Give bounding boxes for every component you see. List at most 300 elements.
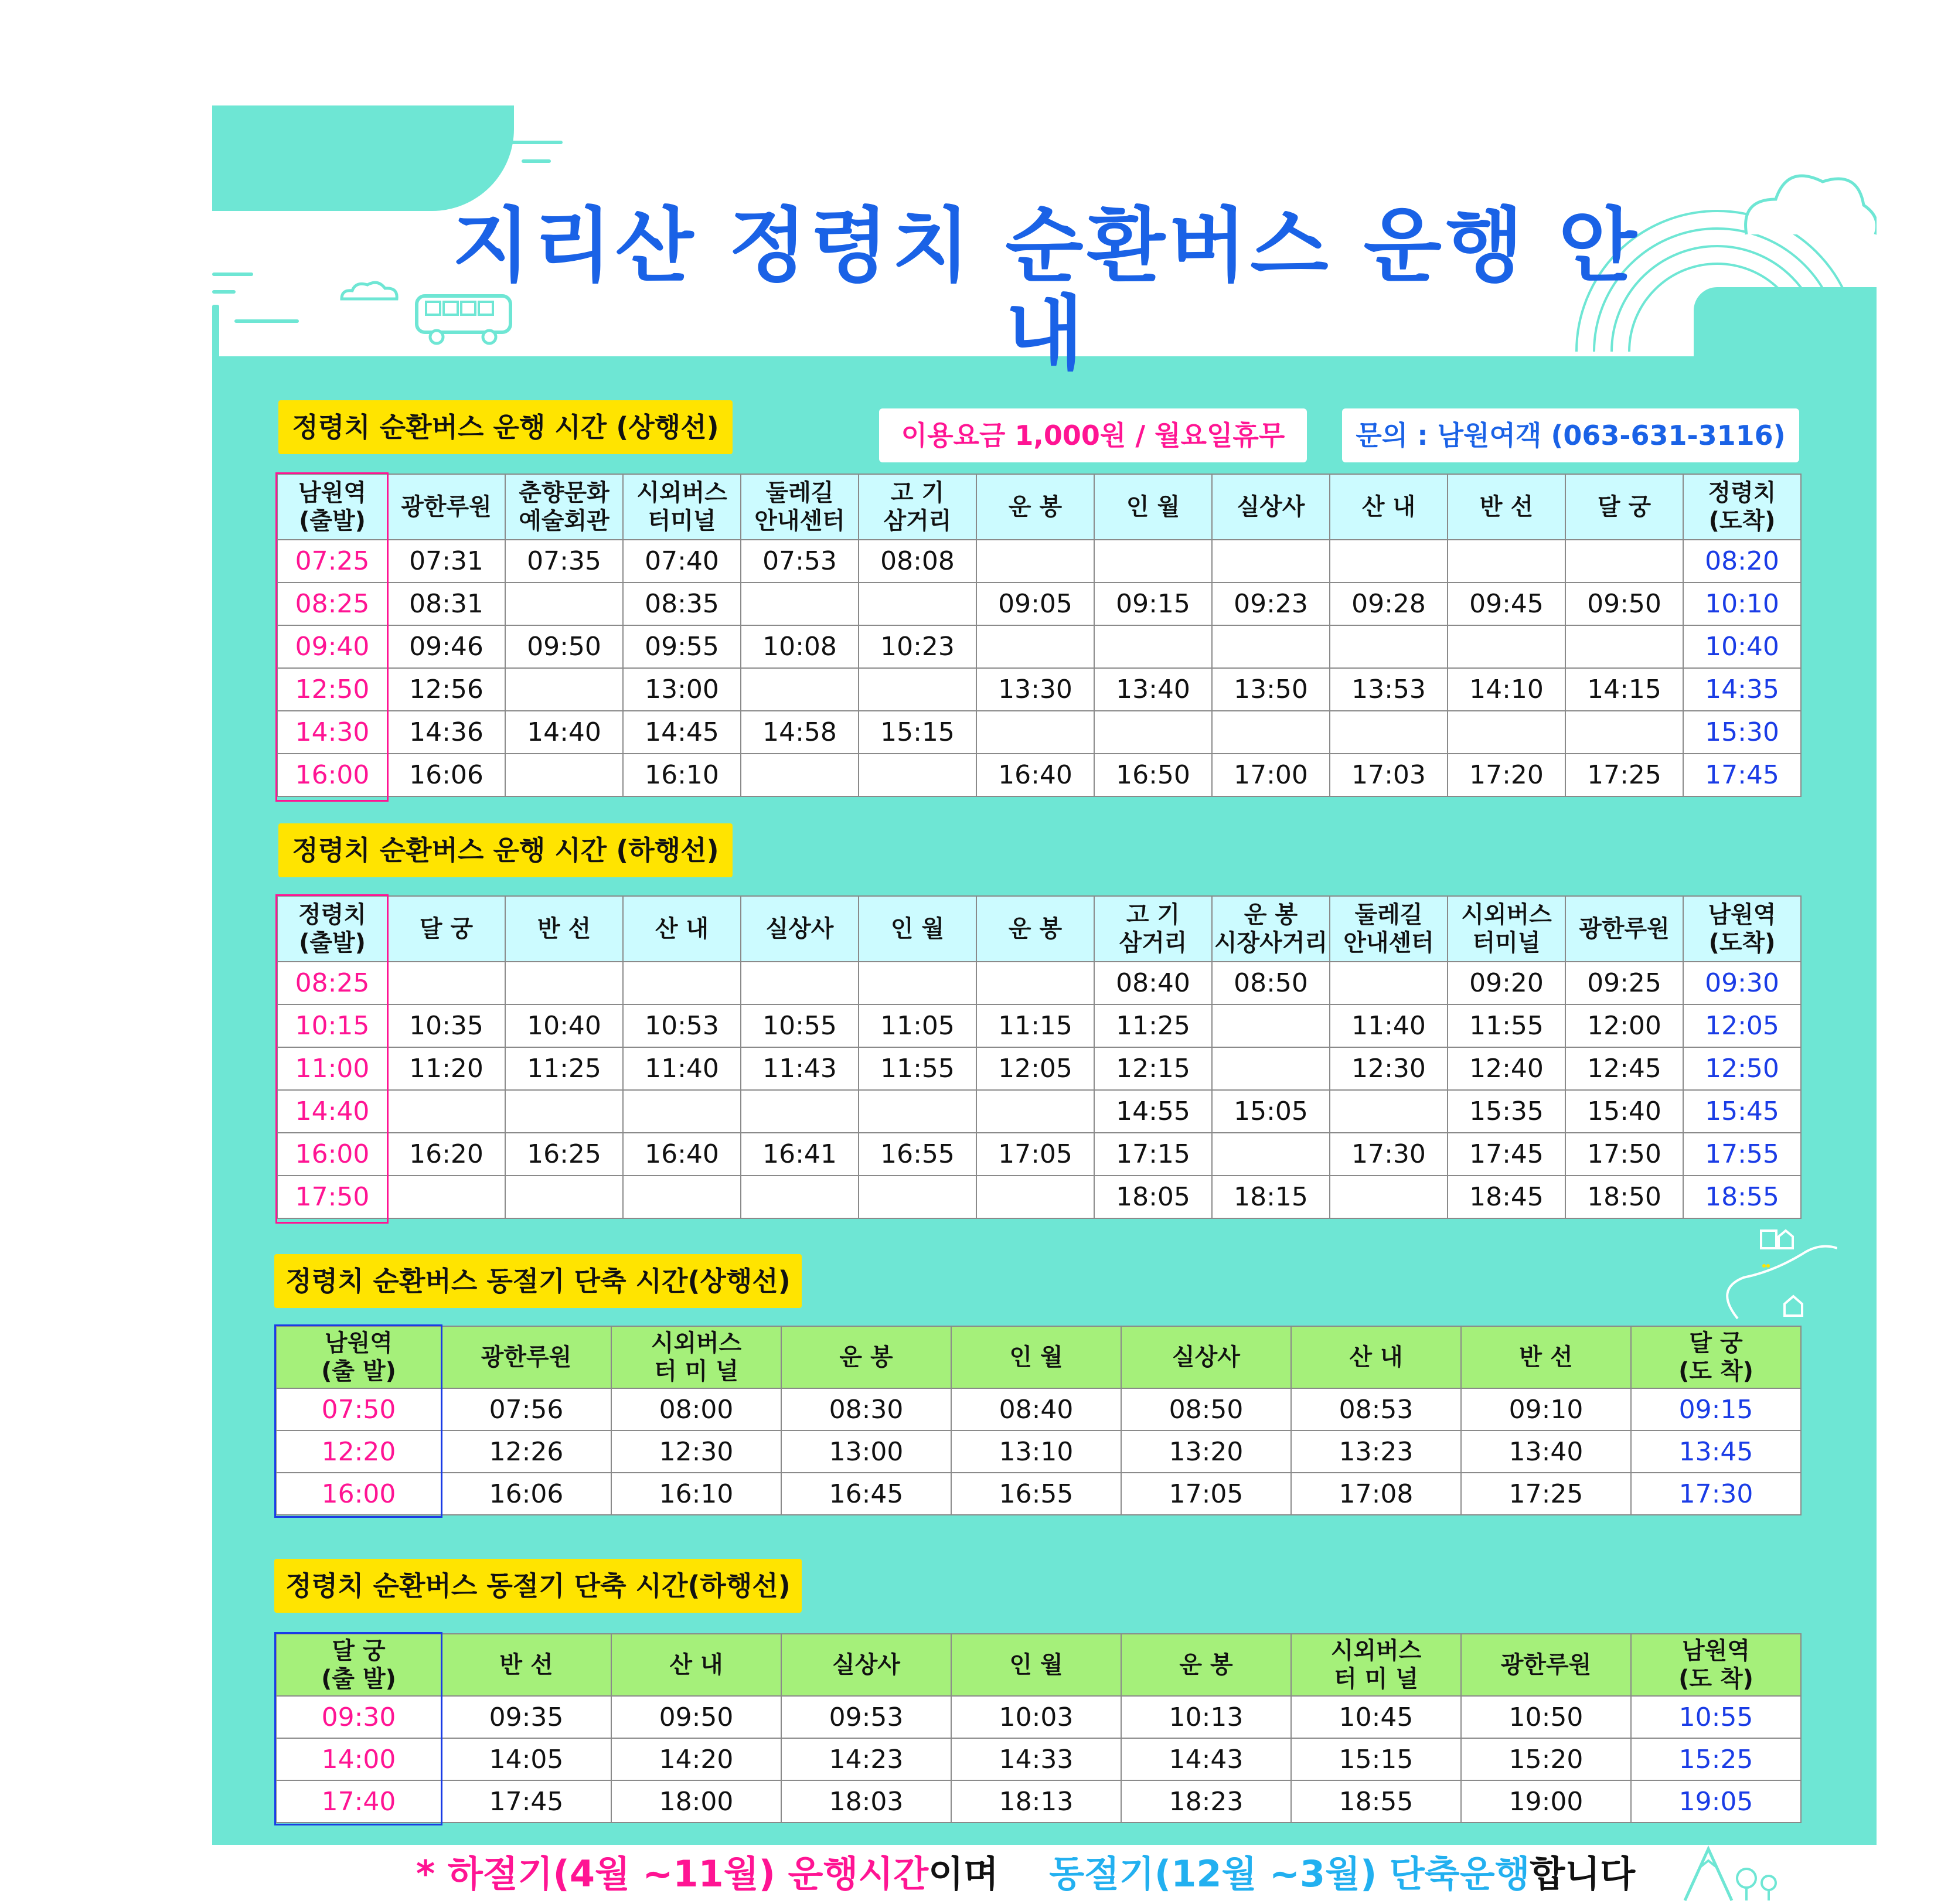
stop-time <box>859 962 976 1004</box>
stop-time: 09:50 <box>1565 583 1683 625</box>
column-header: 정령치 (도착) <box>1683 474 1801 540</box>
stop-time: 09:35 <box>441 1696 611 1738</box>
stop-time: 12:15 <box>1094 1047 1212 1090</box>
stop-time: 15:35 <box>1448 1090 1565 1133</box>
table-row <box>277 754 1801 796</box>
column-header: 산 내 <box>623 896 741 962</box>
stop-time: 09:50 <box>505 625 623 668</box>
stop-time: 17:05 <box>1121 1473 1291 1515</box>
stop-time <box>1212 1047 1330 1090</box>
stop-time: 09:25 <box>1565 962 1683 1004</box>
stop-time <box>505 1090 623 1133</box>
table-row <box>277 1133 1801 1176</box>
arrival-time: 17:45 <box>1683 754 1801 796</box>
table-row <box>276 1780 1801 1823</box>
table-row <box>277 711 1801 754</box>
table-row <box>276 1738 1801 1780</box>
stop-time: 18:05 <box>1094 1176 1212 1218</box>
column-header: 실상사 <box>1121 1326 1291 1388</box>
stop-time: 13:40 <box>1461 1430 1631 1473</box>
column-header: 시외버스 터 미 널 <box>611 1326 781 1388</box>
table-row <box>277 1004 1801 1047</box>
departure-time: 12:20 <box>276 1430 441 1473</box>
column-header: 고 기 삼거리 <box>1094 896 1212 962</box>
stop-time: 10:03 <box>951 1696 1121 1738</box>
table-row <box>277 1090 1801 1133</box>
stop-time: 09:53 <box>781 1696 951 1738</box>
stop-time: 11:20 <box>387 1047 505 1090</box>
stop-time: 07:56 <box>441 1388 611 1430</box>
stop-time: 10:50 <box>1461 1696 1631 1738</box>
column-header: 운 봉 시장사거리 <box>1212 896 1330 962</box>
section-label-winter-up: 정령치 순환버스 동절기 단축 시간(상행선) <box>274 1254 802 1308</box>
column-header: 산 내 <box>1330 474 1448 540</box>
arrival-time: 08:20 <box>1683 540 1801 583</box>
stop-time: 15:20 <box>1461 1738 1631 1780</box>
column-header: 실상사 <box>781 1634 951 1696</box>
stop-time: 16:50 <box>1094 754 1212 796</box>
stop-time: 16:25 <box>505 1133 623 1176</box>
column-header: 둘레길 안내센터 <box>741 474 859 540</box>
stop-time: 10:35 <box>387 1004 505 1047</box>
stop-time <box>741 962 859 1004</box>
stop-time <box>741 754 859 796</box>
decor-line <box>510 141 563 144</box>
column-header: 광한루원 <box>1461 1634 1631 1696</box>
stop-time: 14:23 <box>781 1738 951 1780</box>
stop-time: 10:53 <box>623 1004 741 1047</box>
column-header: 광한루원 <box>1565 896 1683 962</box>
arrival-time: 17:30 <box>1631 1473 1801 1515</box>
stop-time: 11:55 <box>859 1047 976 1090</box>
stop-time: 08:50 <box>1121 1388 1291 1430</box>
depart-column-frame <box>275 472 389 802</box>
departure-time: 10:15 <box>277 1004 387 1047</box>
stop-time <box>387 962 505 1004</box>
stop-time: 08:40 <box>1094 962 1212 1004</box>
stop-time <box>387 1090 505 1133</box>
stop-time: 18:03 <box>781 1780 951 1823</box>
stop-time: 11:55 <box>1448 1004 1565 1047</box>
stop-time <box>741 668 859 711</box>
stop-time <box>859 754 976 796</box>
column-header: 달 궁 <box>1565 474 1683 540</box>
stop-time: 10:45 <box>1291 1696 1461 1738</box>
stop-time: 18:23 <box>1121 1780 1291 1823</box>
stop-time <box>1565 540 1683 583</box>
stop-time <box>1448 711 1565 754</box>
stop-time <box>976 1176 1094 1218</box>
stop-time: 18:55 <box>1291 1780 1461 1823</box>
arrival-time: 10:55 <box>1631 1696 1801 1738</box>
stop-time: 12:45 <box>1565 1047 1683 1090</box>
contact-info: 문의 : 남원여객 (063-631-3116) <box>1342 408 1799 462</box>
stop-time <box>1330 625 1448 668</box>
stop-time: 14:58 <box>741 711 859 754</box>
houses-icon <box>1720 1219 1837 1324</box>
stop-time <box>623 1176 741 1218</box>
timetable-summer-down <box>277 895 1802 1219</box>
arrival-time: 13:45 <box>1631 1430 1801 1473</box>
table-row <box>276 1430 1801 1473</box>
stop-time: 11:25 <box>1094 1004 1212 1047</box>
stop-time <box>1330 1090 1448 1133</box>
departure-time: 08:25 <box>277 962 387 1004</box>
column-header: 고 기 삼거리 <box>859 474 976 540</box>
stop-time: 10:40 <box>505 1004 623 1047</box>
column-header: 반 선 <box>441 1634 611 1696</box>
stop-time <box>1565 711 1683 754</box>
table-row <box>277 668 1801 711</box>
stop-time: 07:31 <box>387 540 505 583</box>
depart-column-frame <box>275 894 389 1224</box>
stop-time <box>1330 1176 1448 1218</box>
table-row <box>277 583 1801 625</box>
decor-line <box>212 305 219 357</box>
column-header: 남원역 (출 발) <box>276 1326 441 1388</box>
mountain-trees-icon <box>1682 1837 1799 1903</box>
stop-time: 14:55 <box>1094 1090 1212 1133</box>
stop-time: 17:50 <box>1565 1133 1683 1176</box>
departure-time: 14:00 <box>276 1738 441 1780</box>
stop-time: 12:56 <box>387 668 505 711</box>
stop-time <box>1094 711 1212 754</box>
column-header: 광한루원 <box>387 474 505 540</box>
stop-time: 17:25 <box>1565 754 1683 796</box>
stop-time: 08:53 <box>1291 1388 1461 1430</box>
stop-time <box>1212 711 1330 754</box>
stop-time <box>859 668 976 711</box>
arrival-time: 12:50 <box>1683 1047 1801 1090</box>
column-header: 남원역 (출발) <box>277 474 387 540</box>
stop-time: 11:15 <box>976 1004 1094 1047</box>
decor-line <box>212 290 236 294</box>
column-header: 반 선 <box>505 896 623 962</box>
column-header: 광한루원 <box>441 1326 611 1388</box>
stop-time: 13:20 <box>1121 1430 1291 1473</box>
stop-time: 14:10 <box>1448 668 1565 711</box>
stop-time: 17:25 <box>1461 1473 1631 1515</box>
stop-time <box>976 625 1094 668</box>
arrival-time: 09:30 <box>1683 962 1801 1004</box>
stop-time: 19:00 <box>1461 1780 1631 1823</box>
column-header: 시외버스 터 미 널 <box>1291 1634 1461 1696</box>
stop-time: 10:23 <box>859 625 976 668</box>
column-header: 인 월 <box>1094 474 1212 540</box>
stop-time <box>741 1090 859 1133</box>
column-header: 남원역 (도착) <box>1683 896 1801 962</box>
table-row <box>276 1388 1801 1430</box>
page-title: 지리산 정령치 순환버스 운행 안내 <box>452 199 1640 381</box>
stop-time <box>859 1090 976 1133</box>
column-header: 춘향문화 예술회관 <box>505 474 623 540</box>
column-header: 달 궁 (도 착) <box>1631 1326 1801 1388</box>
departure-time: 09:30 <box>276 1696 441 1738</box>
stop-time <box>1330 962 1448 1004</box>
stop-time <box>505 754 623 796</box>
table-row <box>277 1047 1801 1090</box>
arrival-time: 19:05 <box>1631 1780 1801 1823</box>
decor-line <box>522 159 551 163</box>
arrival-time: 17:55 <box>1683 1133 1801 1176</box>
column-header: 인 월 <box>951 1326 1121 1388</box>
stop-time: 14:20 <box>611 1738 781 1780</box>
footer-connector: 이며 <box>928 1852 999 1895</box>
column-header: 남원역 (도 착) <box>1631 1634 1801 1696</box>
stop-time <box>505 1176 623 1218</box>
stop-time: 16:41 <box>741 1133 859 1176</box>
stop-time <box>1212 1004 1330 1047</box>
column-header: 반 선 <box>1448 474 1565 540</box>
stop-time: 08:08 <box>859 540 976 583</box>
stop-time: 16:40 <box>976 754 1094 796</box>
header-decoration-left <box>212 105 514 211</box>
stop-time: 18:00 <box>611 1780 781 1823</box>
column-header: 산 내 <box>1291 1326 1461 1388</box>
footer-summer-text: 하절기(4월 ~11월) 운행시간 <box>447 1852 929 1895</box>
stop-time: 13:30 <box>976 668 1094 711</box>
arrival-time: 15:25 <box>1631 1738 1801 1780</box>
stop-time <box>1094 625 1212 668</box>
departure-time: 12:50 <box>277 668 387 711</box>
stop-time: 17:00 <box>1212 754 1330 796</box>
column-header: 산 내 <box>611 1634 781 1696</box>
stop-time: 12:00 <box>1565 1004 1683 1047</box>
stop-time: 14:33 <box>951 1738 1121 1780</box>
fare-info: 이용요금 1,000원 / 월요일휴무 <box>879 408 1307 462</box>
column-header: 실상사 <box>1212 474 1330 540</box>
stop-time: 10:55 <box>741 1004 859 1047</box>
departure-time: 11:00 <box>277 1047 387 1090</box>
stop-time: 15:15 <box>859 711 976 754</box>
stop-time <box>1212 540 1330 583</box>
footer-winter-text: 동절기(12월 ~3월) 단축운행 <box>1049 1852 1530 1895</box>
timetable-summer-up <box>277 474 1802 797</box>
footer-end: 합니다 <box>1530 1852 1636 1895</box>
stop-time: 14:45 <box>623 711 741 754</box>
footer-star: * <box>416 1852 448 1895</box>
departure-time: 14:30 <box>277 711 387 754</box>
stop-time <box>505 962 623 1004</box>
stop-time: 09:10 <box>1461 1388 1631 1430</box>
departure-time: 07:50 <box>276 1388 441 1430</box>
stop-time: 10:13 <box>1121 1696 1291 1738</box>
stop-time: 17:05 <box>976 1133 1094 1176</box>
stop-time <box>505 668 623 711</box>
stop-time <box>976 711 1094 754</box>
stop-time: 07:40 <box>623 540 741 583</box>
stop-time: 18:50 <box>1565 1176 1683 1218</box>
departure-time: 16:00 <box>276 1473 441 1515</box>
timetable-winter-down <box>275 1633 1802 1823</box>
stop-time: 07:53 <box>741 540 859 583</box>
stop-time: 16:40 <box>623 1133 741 1176</box>
stop-time: 17:15 <box>1094 1133 1212 1176</box>
stop-time <box>741 1176 859 1218</box>
column-header: 정령치 (출발) <box>277 896 387 962</box>
stop-time: 16:10 <box>611 1473 781 1515</box>
arrival-time: 09:15 <box>1631 1388 1801 1430</box>
stop-time: 11:40 <box>1330 1004 1448 1047</box>
stop-time: 09:45 <box>1448 583 1565 625</box>
stop-time: 17:30 <box>1330 1133 1448 1176</box>
stop-time: 12:30 <box>1330 1047 1448 1090</box>
stop-time: 18:45 <box>1448 1176 1565 1218</box>
column-header: 달 궁 (출 발) <box>276 1634 441 1696</box>
stop-time: 15:40 <box>1565 1090 1683 1133</box>
stop-time: 09:50 <box>611 1696 781 1738</box>
arrival-time: 12:05 <box>1683 1004 1801 1047</box>
stop-time: 08:50 <box>1212 962 1330 1004</box>
stop-time: 15:15 <box>1291 1738 1461 1780</box>
departure-time: 14:40 <box>277 1090 387 1133</box>
stop-time <box>976 1090 1094 1133</box>
stop-time: 11:40 <box>623 1047 741 1090</box>
column-header: 반 선 <box>1461 1326 1631 1388</box>
column-header: 시외버스 터미널 <box>1448 896 1565 962</box>
stop-time: 08:40 <box>951 1388 1121 1430</box>
section-label-winter-down: 정령치 순환버스 동절기 단축 시간(하행선) <box>274 1559 802 1613</box>
stop-time <box>859 1176 976 1218</box>
stop-time: 09:28 <box>1330 583 1448 625</box>
arrival-time: 10:40 <box>1683 625 1801 668</box>
stop-time: 16:10 <box>623 754 741 796</box>
departure-time: 07:25 <box>277 540 387 583</box>
arrival-time: 10:10 <box>1683 583 1801 625</box>
departure-time: 17:40 <box>276 1780 441 1823</box>
arrival-time: 18:55 <box>1683 1176 1801 1218</box>
stop-time: 16:20 <box>387 1133 505 1176</box>
departure-time: 17:50 <box>277 1176 387 1218</box>
stop-time <box>623 1090 741 1133</box>
stop-time <box>1565 625 1683 668</box>
stop-time <box>1212 625 1330 668</box>
stop-time: 17:45 <box>441 1780 611 1823</box>
stop-time <box>387 1176 505 1218</box>
column-header: 시외버스 터미널 <box>623 474 741 540</box>
stop-time: 09:20 <box>1448 962 1565 1004</box>
table-row <box>277 962 1801 1004</box>
stop-time: 14:36 <box>387 711 505 754</box>
stop-time: 16:06 <box>441 1473 611 1515</box>
departure-time: 09:40 <box>277 625 387 668</box>
stop-time: 17:45 <box>1448 1133 1565 1176</box>
arrival-time: 15:45 <box>1683 1090 1801 1133</box>
stop-time: 10:08 <box>741 625 859 668</box>
stop-time: 11:43 <box>741 1047 859 1090</box>
arrival-time: 14:35 <box>1683 668 1801 711</box>
stop-time: 09:05 <box>976 583 1094 625</box>
table-row <box>277 1176 1801 1218</box>
stop-time: 17:08 <box>1291 1473 1461 1515</box>
stop-time: 12:26 <box>441 1430 611 1473</box>
stop-time <box>859 583 976 625</box>
stop-time: 15:05 <box>1212 1090 1330 1133</box>
stop-time: 17:03 <box>1330 754 1448 796</box>
stop-time: 08:35 <box>623 583 741 625</box>
cloud-icon <box>337 277 401 306</box>
table-row <box>276 1696 1801 1738</box>
stop-time: 11:05 <box>859 1004 976 1047</box>
stop-time <box>1448 625 1565 668</box>
decor-line <box>234 319 299 323</box>
stop-time: 13:53 <box>1330 668 1448 711</box>
table-row <box>277 540 1801 583</box>
arrival-time: 15:30 <box>1683 711 1801 754</box>
stop-time: 12:40 <box>1448 1047 1565 1090</box>
stop-time: 13:00 <box>781 1430 951 1473</box>
column-header: 인 월 <box>951 1634 1121 1696</box>
table-row <box>277 625 1801 668</box>
column-header: 달 궁 <box>387 896 505 962</box>
depart-column-frame <box>274 1632 442 1825</box>
stop-time: 14:40 <box>505 711 623 754</box>
stop-time: 16:55 <box>859 1133 976 1176</box>
stop-time: 09:55 <box>623 625 741 668</box>
departure-time: 16:00 <box>277 754 387 796</box>
stop-time: 09:15 <box>1094 583 1212 625</box>
stop-time: 08:00 <box>611 1388 781 1430</box>
stop-time: 11:25 <box>505 1047 623 1090</box>
stop-time: 18:15 <box>1212 1176 1330 1218</box>
stop-time: 09:23 <box>1212 583 1330 625</box>
stop-time <box>623 962 741 1004</box>
stop-time: 13:23 <box>1291 1430 1461 1473</box>
stop-time: 13:00 <box>623 668 741 711</box>
stop-time <box>1330 540 1448 583</box>
stop-time <box>741 583 859 625</box>
stop-time: 12:05 <box>976 1047 1094 1090</box>
depart-column-frame <box>274 1324 442 1518</box>
table-row <box>276 1473 1801 1515</box>
stop-time <box>1330 711 1448 754</box>
stop-time: 18:13 <box>951 1780 1121 1823</box>
stop-time: 07:35 <box>505 540 623 583</box>
stop-time <box>1448 540 1565 583</box>
stop-time: 16:45 <box>781 1473 951 1515</box>
stop-time: 13:50 <box>1212 668 1330 711</box>
stop-time <box>976 540 1094 583</box>
column-header: 운 봉 <box>1121 1634 1291 1696</box>
stop-time: 17:20 <box>1448 754 1565 796</box>
stop-time <box>1094 540 1212 583</box>
column-header: 둘레길 안내센터 <box>1330 896 1448 962</box>
stop-time: 08:30 <box>781 1388 951 1430</box>
stop-time: 14:05 <box>441 1738 611 1780</box>
stop-time: 14:43 <box>1121 1738 1291 1780</box>
stop-time: 16:06 <box>387 754 505 796</box>
stop-time <box>976 962 1094 1004</box>
stop-time: 13:40 <box>1094 668 1212 711</box>
column-header: 운 봉 <box>976 896 1094 962</box>
section-label-summer-down: 정령치 순환버스 운행 시간 (하행선) <box>278 823 733 877</box>
departure-time: 16:00 <box>277 1133 387 1176</box>
stop-time: 09:46 <box>387 625 505 668</box>
stop-time: 13:10 <box>951 1430 1121 1473</box>
stop-time: 14:15 <box>1565 668 1683 711</box>
column-header: 인 월 <box>859 896 976 962</box>
decor-line <box>212 273 253 276</box>
footer-note <box>410 1845 1641 1903</box>
stop-time: 08:31 <box>387 583 505 625</box>
stop-time <box>505 583 623 625</box>
section-label-summer-up: 정령치 순환버스 운행 시간 (상행선) <box>278 400 733 454</box>
column-header: 운 봉 <box>976 474 1094 540</box>
column-header: 운 봉 <box>781 1326 951 1388</box>
timetable-winter-up <box>275 1326 1802 1515</box>
stop-time: 16:55 <box>951 1473 1121 1515</box>
column-header: 실상사 <box>741 896 859 962</box>
